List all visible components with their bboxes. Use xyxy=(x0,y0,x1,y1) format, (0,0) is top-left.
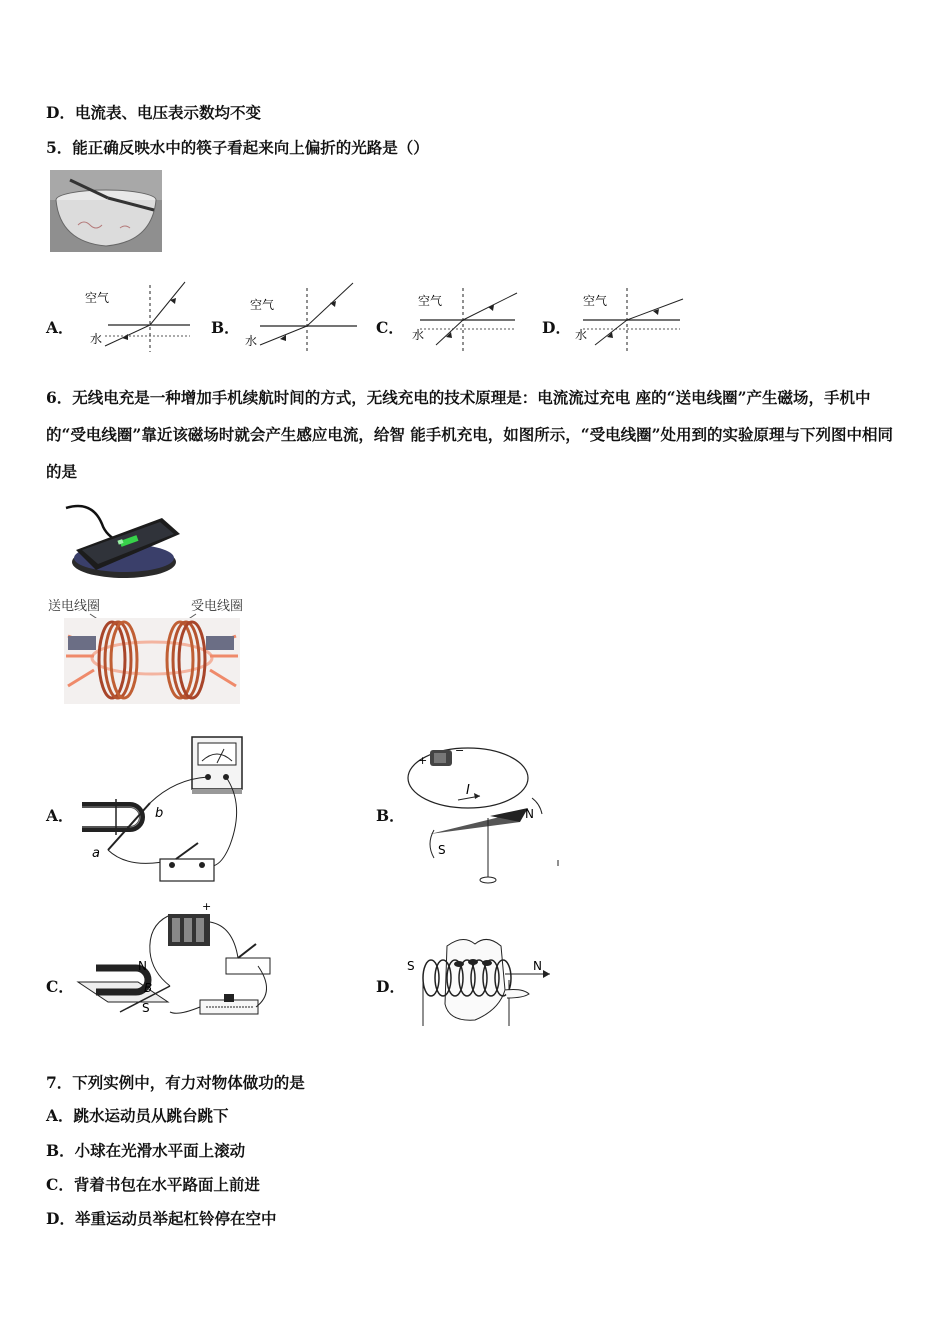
q6-option-c-label: C． xyxy=(46,977,74,996)
q6-figure-d-solenoid xyxy=(405,936,560,1031)
water-label: 水 xyxy=(90,332,103,346)
wireless-charger-photo xyxy=(62,500,182,585)
q5-diagram-c xyxy=(410,283,530,355)
north-label: N xyxy=(138,959,147,973)
q5-option-d-label: D． xyxy=(542,318,571,337)
q7-option-d: D．举重运动员举起杠铃停在空中 xyxy=(46,1209,277,1228)
q5-option-b-label: B． xyxy=(211,318,240,337)
south-label: S xyxy=(142,1001,150,1015)
label-b: B xyxy=(144,981,153,995)
air-label: 空气 xyxy=(418,294,443,308)
plus-sign: + xyxy=(418,754,428,767)
north-label: N xyxy=(533,959,542,973)
south-label: S xyxy=(407,959,415,973)
plus-sign: + xyxy=(202,900,212,913)
air-label: 空气 xyxy=(250,298,275,312)
bowl-chopstick-photo xyxy=(50,170,162,252)
q5-diagram-b xyxy=(245,283,365,355)
q6-stem: 6．无线电充是一种增加手机续航时间的方式，无线充电的技术原理是：电流流过充电 座的“送电线圈”产生磁场，手机中的“受电线圈”靠近该磁场时就会产生感应电流，给智 能手机充电，如图所示，“受电线圈”处用到的实验原理与下列图中相同的是 xyxy=(46,388,894,481)
q7-option-b: B．小球在光滑水平面上滚动 xyxy=(46,1141,246,1160)
label-a: a xyxy=(92,846,100,861)
minus-sign: − xyxy=(455,744,465,757)
q6-figure-a-induction xyxy=(80,735,250,885)
q5-stem: 5．能正确反映水中的筷子看起来向上偏折的光路是（） xyxy=(46,138,429,157)
air-label: 空气 xyxy=(85,291,110,305)
coil-diagram xyxy=(46,596,258,708)
receive-coil-label: 受电线圈 xyxy=(191,599,244,614)
q5-option-c-label: C． xyxy=(376,318,404,337)
q5-diagram-d xyxy=(575,283,695,355)
south-label: S xyxy=(438,843,446,857)
q6-option-d-label: D． xyxy=(376,977,405,996)
water-label: 水 xyxy=(575,328,588,342)
send-coil-label: 送电线圈 xyxy=(48,599,101,614)
label-b: b xyxy=(155,806,164,821)
q7-option-c: C．背着书包在水平路面上前进 xyxy=(46,1175,260,1194)
q4-option-d: D．电流表、电压表示数均不变 xyxy=(46,103,261,122)
q5-diagram-a xyxy=(80,280,200,355)
q7-option-a: A．跳水运动员从跳台跳下 xyxy=(46,1106,229,1125)
water-label: 水 xyxy=(412,328,425,342)
q6-option-b-label: B． xyxy=(376,806,405,825)
q7-stem: 7．下列实例中，有力对物体做功的是 xyxy=(46,1073,305,1092)
water-label: 水 xyxy=(245,334,258,348)
q6-figure-c-motor xyxy=(78,900,278,1030)
q5-option-a-label: A． xyxy=(46,318,74,337)
north-label: N xyxy=(525,807,534,821)
current-label: I xyxy=(466,783,470,798)
air-label: 空气 xyxy=(583,294,608,308)
q6-option-a-label: A． xyxy=(46,806,74,825)
q6-figure-b-oersted xyxy=(400,742,565,892)
